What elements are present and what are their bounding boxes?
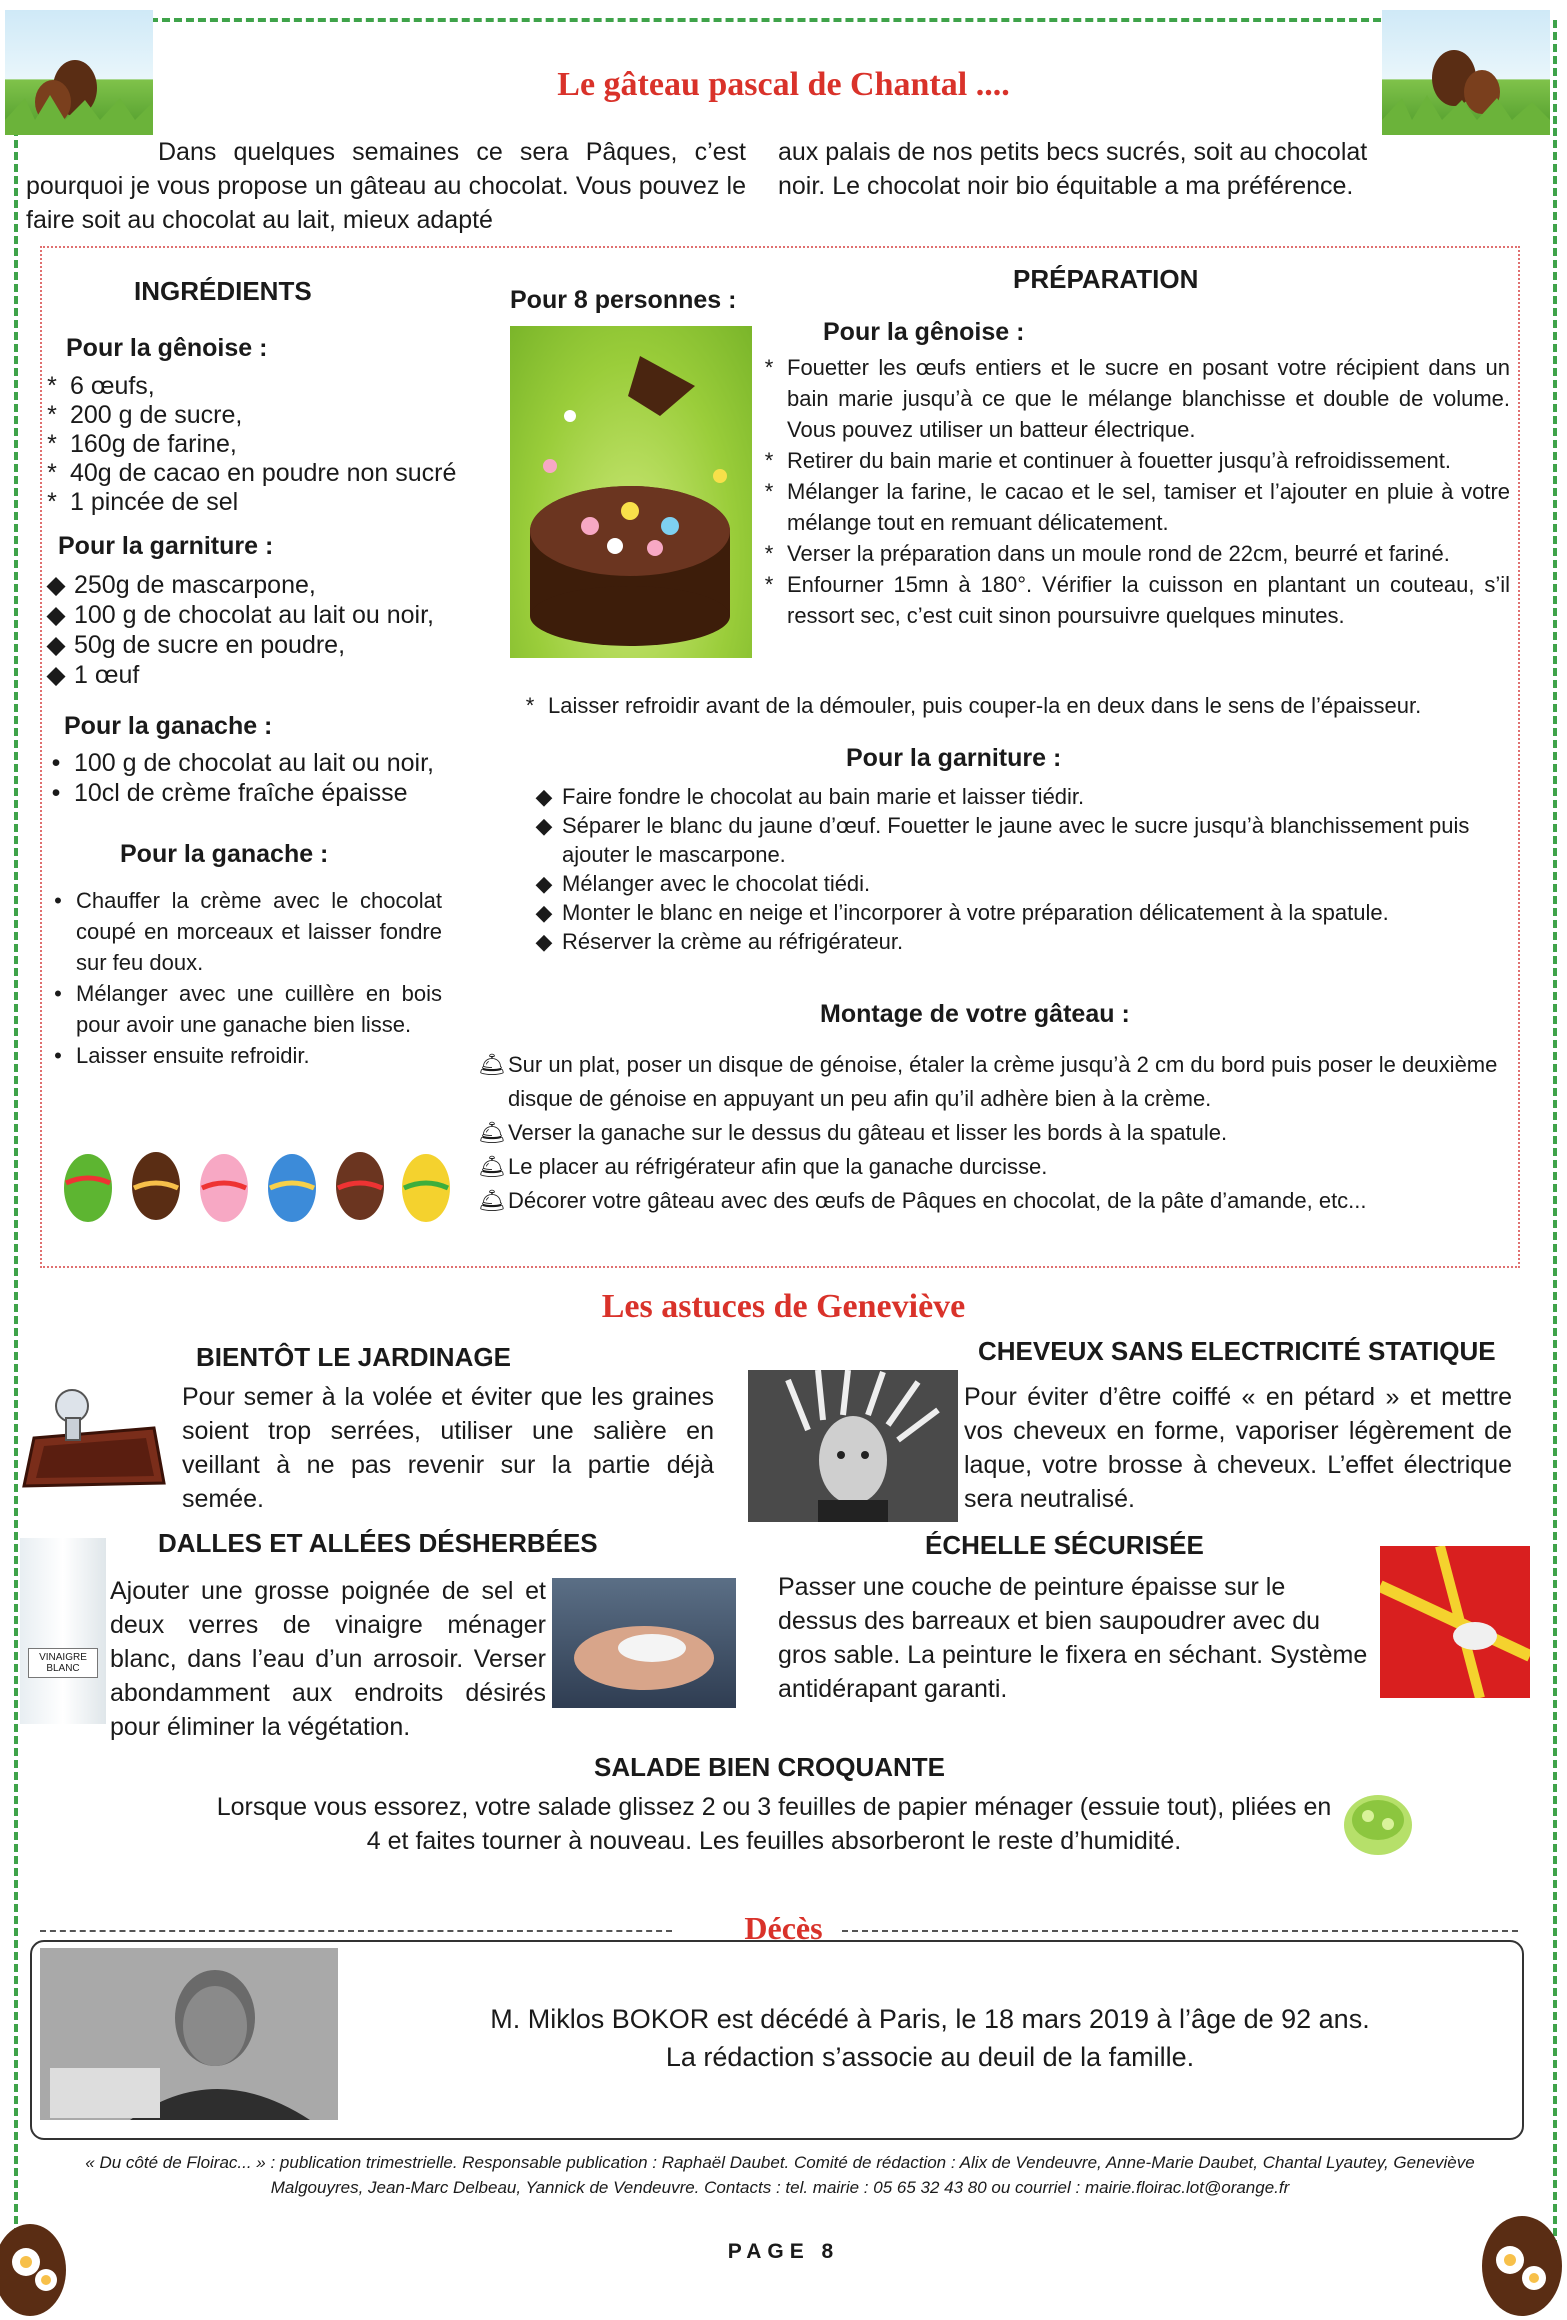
list-item: * Verser la préparation dans un moule rond de 22cm, beurré et fariné. [764, 541, 1450, 566]
list-item: ◆ Réserver la crème au réfrigérateur. [535, 929, 904, 954]
echelle-title: ÉCHELLE SÉCURISÉE [925, 1530, 1204, 1560]
montage-title: Montage de votre gâteau : [820, 1000, 1130, 1028]
cheveux-title: CHEVEUX SANS ELECTRICITÉ STATIQUE [978, 1336, 1496, 1366]
list-item: 🛎 Le placer au réfrigérateur afin que la ganache durcisse. [478, 1150, 1513, 1184]
list-item: * Retirer du bain marie et continuer à fouetter jusqu’à refroidissement. [764, 448, 1452, 473]
vinegar-label: VINAIGRE BLANC [28, 1648, 98, 1678]
list-item: • Chauffer la crème avec le chocolat coupé en morceaux et laisser fondre sur feu doux. [54, 888, 442, 975]
page-border-top [150, 18, 1417, 22]
jardinage-title: BIENTÔT LE JARDINAGE [196, 1342, 511, 1372]
list-item: * 40g de cacao en poudre non sucré [47, 459, 457, 487]
cloche-icon: 🛎 [478, 1154, 506, 1179]
salade-title: SALADE BIEN CROQUANTE [594, 1752, 946, 1782]
salt-shaker-seeding-image [14, 1378, 174, 1488]
cloche-icon: 🛎 [478, 1188, 506, 1213]
deces-line-2: La rédaction s’associe au deuil de la famille. [665, 2042, 1195, 2072]
list-item: ◆ 50g de sucre en poudre, [46, 631, 346, 659]
list-item: * 1 pincée de sel [47, 488, 239, 516]
list-item: ◆ Faire fondre le chocolat au bain marie et laisser tiédir. [535, 784, 1085, 809]
list-item: ◆ Monter le blanc en neige et l’incorporer à votre préparation délicatement à la spatule. [535, 900, 1389, 925]
list-item: 🛎 Verser la ganache sur le dessus du gâteau et lisser les bords à la spatule. [478, 1116, 1513, 1150]
list-item: * 200 g de sucre, [47, 401, 243, 429]
ganache-ingredients-title: Pour la ganache : [64, 712, 273, 740]
montage-list [478, 1048, 1513, 1218]
garniture-preparation-list [532, 782, 1510, 956]
list-item: ◆ Séparer le blanc du jaune d’œuf. Fouetter le jaune avec le sucre jusqu’à blanchissement puis ajouter le mascarpone. [535, 813, 1470, 867]
intro-left: Dans quelques semaines ce sera Pâques, c’est pourquoi je vous propose un gâteau au chocolat. Vous pouvez le faire soit au chocolat au lait, mieux adapté [26, 138, 746, 234]
deces-message [340, 2000, 1520, 2076]
ganache-ingredients-list [44, 748, 504, 808]
dalles-title: DALLES ET ALLÉES DÉSHERBÉES [158, 1528, 598, 1558]
garniture-preparation-title: Pour la garniture : [846, 744, 1062, 772]
list-item: ◆ 100 g de chocolat au lait ou noir, [46, 601, 434, 629]
astuces-title: Les astuces de Geneviève [601, 1288, 966, 1325]
intro-right: aux palais de nos petits becs sucrés, soit au chocolat noir. Le chocolat noir bio équitable a ma préférence. [778, 138, 1368, 200]
ingredients-heading: INGRÉDIENTS [134, 276, 312, 306]
daffodil-image-bottom-left [0, 2200, 74, 2320]
list-item: * Fouetter les œufs entiers et le sucre en posant votre récipient dans un bain marie jusqu’à ce que le mélange blanchisse et double de volume. Vous pouvez utiliser un batteur électrique. [764, 355, 1510, 442]
list-item: 🛎 Décorer votre gâteau avec des œufs de Pâques en chocolat, de la pâte d’amande, etc... [478, 1184, 1513, 1218]
list-item: • Laisser ensuite refroidir. [54, 1043, 310, 1068]
genoise-preparation-title: Pour la gênoise : [823, 318, 1025, 346]
list-item: ◆ Mélanger avec le chocolat tiédi. [535, 871, 871, 896]
jardinage-text: Pour semer à la volée et éviter que les graines soient trop serrées, utiliser une salière en veillant à ne pas revenir sur la partie déjà semée. [182, 1383, 714, 1513]
ganache-steps-list [46, 885, 442, 1071]
list-item: * Mélanger la farine, le cacao et le sel, tamiser et l’ajouter en pluie à votre mélange tout en remuant délicatement. [764, 479, 1510, 535]
cloche-icon: 🛎 [478, 1120, 506, 1145]
list-item: • 100 g de chocolat au lait ou noir, [51, 749, 434, 777]
ganache-steps-title: Pour la ganache : [120, 840, 329, 868]
genoise-preparation-list [757, 352, 1510, 631]
page-number: PAGE 8 [727, 2240, 840, 2263]
genoise-ingredients-list [40, 372, 500, 517]
genoise-preparation-list-end [518, 690, 1510, 721]
list-item: * 6 œufs, [47, 372, 155, 400]
portrait-photo [40, 1948, 338, 2120]
echelle-text: Passer une couche de peinture épaisse sur le dessus des barreaux et bien saupoudrer avec du gros sable. La peinture le fixera en séchant. Système antidérapant garanti. [778, 1573, 1368, 1703]
decorated-eggs-image [58, 1138, 458, 1233]
cheveux-text: Pour éviter d’être coiffé « en pétard » et mettre vos cheveux en forme, vaporiser légèrement de laque, votre brosse à cheveux. L’effet électrique sera neutralisé. [964, 1383, 1512, 1513]
vinegar-bottle-image [20, 1538, 106, 1724]
list-item: • Mélanger avec une cuillère en bois pour avoir une ganache bien lisse. [54, 981, 442, 1037]
daffodil-image-bottom-right [1470, 2196, 1567, 2320]
garniture-ingredients-list [44, 570, 504, 690]
deces-title: Décès [744, 1910, 823, 1946]
salad-spinner-image [1340, 1780, 1416, 1862]
list-item: ◆ 1 œuf [46, 661, 140, 689]
garniture-ingredients-title: Pour la garniture : [58, 532, 274, 560]
salt-hand-photo [552, 1578, 736, 1708]
list-item: * Laisser refroidir avant de la démouler, puis couper-la en deux dans le sens de l’épaisseur. [525, 693, 1422, 718]
ladder-photo [1380, 1546, 1530, 1698]
salade-text: Lorsque vous essorez, votre salade glissez 2 ou 3 feuilles de papier ménager (essuie tout), pliées en 4 et faites tourner à nouveau. Les feuilles absorberont le reste d’humidité. [216, 1793, 1332, 1855]
recipe-title: Le gâteau pascal de Chantal .... [557, 66, 1010, 103]
footer-credits: « Du côté de Floirac... » : publication trimestrielle. Responsable publication : Raphaël Daubet. Comité de rédaction : Alix de Vendeuvre, Anne-Marie Daubet, Chantal Lyautey, Geneviève Malgouyres, Jean-Marc Delbeau, Yannick de Vendeuvre. Contacts : tel. mairie : 05 65 32 43 80 ou courriel : mairie.floirac.lot@orange.fr [85, 2153, 1475, 2197]
cloche-icon: 🛎 [478, 1052, 506, 1077]
list-item: 🛎 Sur un plat, poser un disque de génoise, étaler la crème jusqu’à 2 cm du bord puis poser le deuxième disque de génoise en appuyant un peu afin qu’il adhère bien à la crème. [478, 1048, 1513, 1116]
genoise-ingredients-title: Pour la gênoise : [66, 334, 268, 362]
list-item: • 10cl de crème fraîche épaisse [51, 779, 408, 807]
list-item: ◆ 250g de mascarpone, [46, 571, 316, 599]
list-item: * 160g de farine, [47, 430, 237, 458]
serves-label: Pour 8 personnes : [510, 286, 737, 314]
static-hair-photo [748, 1370, 958, 1522]
list-item: * Enfourner 15mn à 180°. Vérifier la cuisson en plantant un couteau, s’il ressort sec, c’est cuit sinon poursuivre quelques minutes. [764, 572, 1510, 628]
chocolate-cake-photo [510, 326, 752, 658]
deces-line-1: M. Miklos BOKOR est décédé à Paris, le 18 mars 2019 à l’âge de 92 ans. [490, 2004, 1370, 2034]
preparation-heading: PRÉPARATION [1013, 264, 1199, 294]
dalles-text: Ajouter une grosse poignée de sel et deux verres de vinaigre ménager blanc, dans l’eau d’un arrosoir. Verser abondamment aux endroits désirés pour éliminer la végétation. [110, 1577, 546, 1741]
